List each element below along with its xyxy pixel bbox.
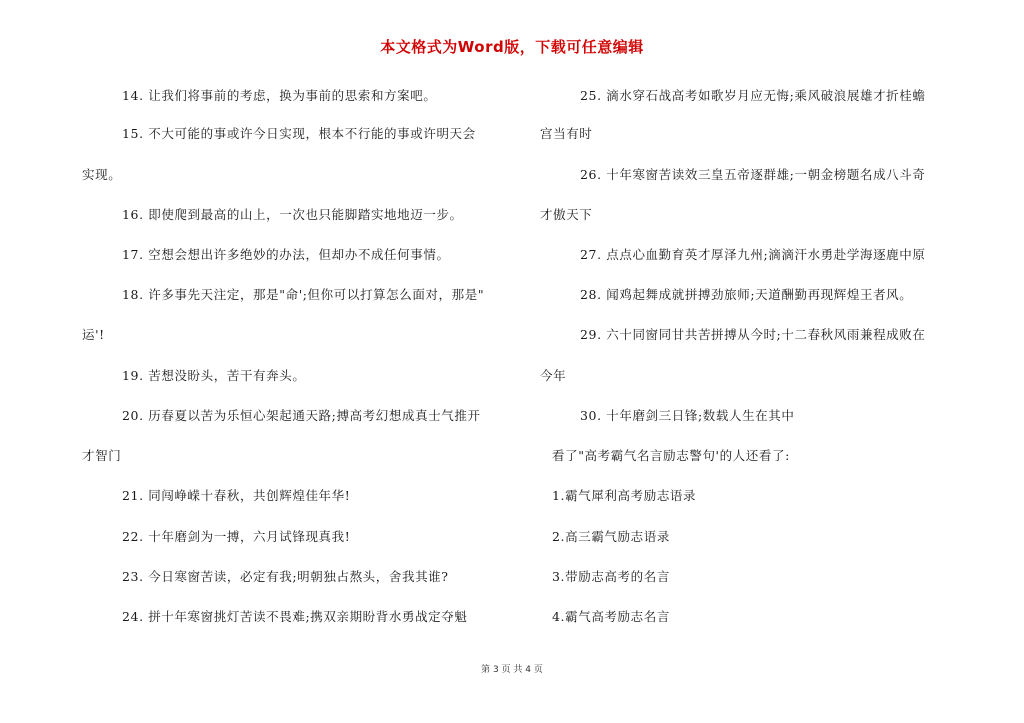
list-item: 28. 闻鸡起舞成就拼搏劲旅师;天道酬勤再现辉煌王者风。: [580, 287, 913, 302]
list-item: 16. 即使爬到最高的山上，一次也只能脚踏实地地迈一步。: [122, 207, 463, 222]
related-heading: 看了"高考霸气名言励志警句'的人还看了:: [552, 448, 790, 463]
list-item-continuation: 宫当有时: [540, 126, 593, 141]
list-item: 19. 苦想没盼头，苦干有奔头。: [122, 368, 306, 383]
list-item: 21. 同闯峥嵘十春秋，共创辉煌佳年华!: [122, 488, 351, 503]
related-link[interactable]: 4.霸气高考励志名言: [552, 609, 670, 624]
document-header: 本文格式为Word版，下载可任意编辑: [380, 38, 644, 56]
list-item: 30. 十年磨剑三日锋;数载人生在其中: [580, 408, 795, 423]
list-item: 29. 六十同窗同甘共苦拼搏从今时;十二春秋风雨兼程成败在: [580, 327, 926, 342]
list-item: 26. 十年寒窗苦读效三皇五帝逐群雄;一朝金榜题名成八斗奇: [580, 167, 926, 182]
list-item: 18. 许多事先天注定，那是"命';但你可以打算怎么面对，那是": [122, 287, 485, 302]
list-item: 20. 历春夏以苦为乐恒心架起通天路;搏高考幻想成真士气推开: [122, 408, 481, 423]
related-link[interactable]: 2.高三霸气励志语录: [552, 529, 670, 544]
list-item: 27. 点点心血勤育英才厚泽九州;滴滴汗水勇赴学海逐鹿中原: [580, 247, 926, 262]
related-link[interactable]: 3.带励志高考的名言: [552, 569, 670, 584]
list-item: 22. 十年磨剑为一搏，六月试锋现真我!: [122, 529, 351, 544]
list-item-continuation: 才傲天下: [540, 207, 593, 222]
related-link[interactable]: 1.霸气犀利高考励志语录: [552, 488, 697, 503]
list-item: 23. 今日寒窗苦读，必定有我;明朝独占熬头，舍我其谁?: [122, 569, 449, 584]
list-item-continuation: 运'!: [82, 327, 105, 342]
list-item: 17. 空想会想出许多绝妙的办法，但却办不成任何事情。: [122, 247, 450, 262]
list-item-continuation: 实现。: [82, 167, 122, 182]
list-item-continuation: 今年: [540, 368, 567, 383]
list-item: 25. 滴水穿石战高考如歌岁月应无悔;乘风破浪展雄才折桂蟾: [580, 88, 926, 103]
list-item: 24. 拼十年寒窗挑灯苦读不畏难;携双亲期盼背水勇战定夺魁: [122, 609, 468, 624]
list-item-continuation: 才智门: [82, 448, 122, 463]
list-item: 15. 不大可能的事或许今日实现，根本不行能的事或许明天会: [122, 126, 476, 141]
list-item: 14. 让我们将事前的考虑，换为事前的思索和方案吧。: [122, 88, 437, 103]
page-number: 第 3 页 共 4 页: [481, 665, 543, 675]
